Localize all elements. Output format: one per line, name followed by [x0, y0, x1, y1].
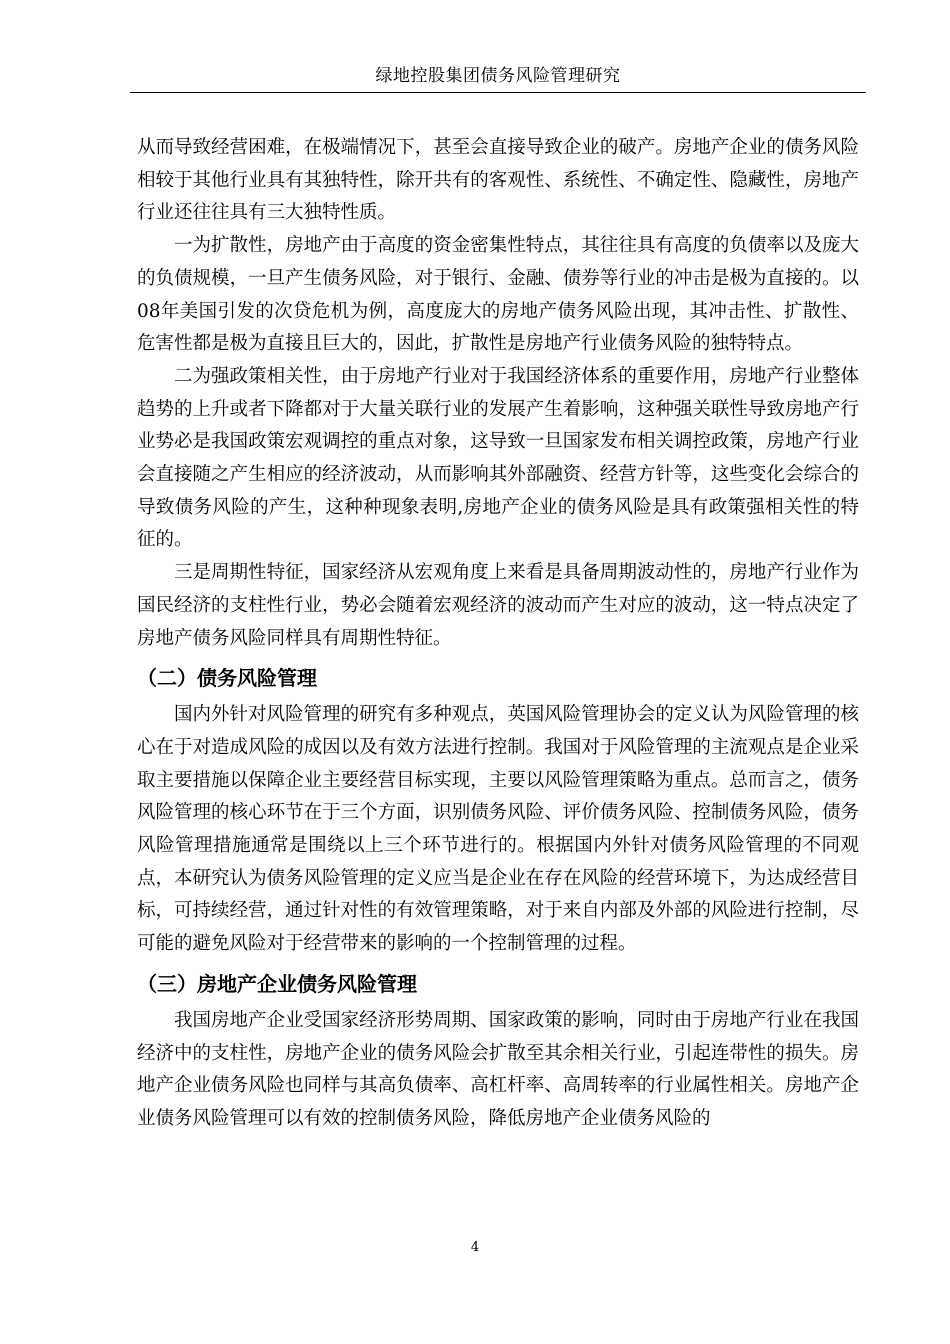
page-body — [137, 132, 859, 1136]
header-divider — [130, 92, 866, 93]
paragraph-continuation: 从而导致经营困难，在极端情况下，甚至会直接导致企业的破产。房地产企业的债务风险相较于其他行业具有其独特性，除开共有的客观性、系统性、不确定性、隐藏性，房地产行业还往往具有三大独特性质。 — [137, 137, 859, 224]
section-heading-real-estate-debt-risk: （三）房地产企业债务风险管理 — [137, 971, 417, 996]
paragraph-risk-management-definition: 国内外针对风险管理的研究有多种观点，英国风险管理协会的定义认为风险管理的核心在于对造成风险的成因以及有效方法进行控制。我国对于风险管理的主流观点是企业采取主要措施以保障企业主要经营目标实现，主要以风险管理策略为重点。总而言之，债务风险管理的核心环节在于三个方面，识别债务风险、评价债务风险、控制债务风险，债务风险管理措施通常是围绕以上三个环节进行的。根据国内外针对债务风险管理的不同观点，本研究认为债务风险管理的定义应当是企业在存在风险的经营环境下，为达成经营目标，可持续经营，通过针对性的有效管理策略，对于来自内部及外部的风险进行控制，尽可能的避免风险对于经营带来的影响的一个控制管理的过程。 — [137, 704, 859, 955]
paragraph-diffusion: 一为扩散性，房地产由于高度的资金密集性特点，其往往具有高度的负债率以及庞大的负债规模，一旦产生债务风险，对于银行、金融、债券等行业的冲击是极为直接的。以08年美国引发的次贷危机为例，高度庞大的房地产债务风险出现，其冲击性、扩散性、危害性都是极为直接且巨大的，因此，扩散性是房地产行业债务风险的独特特点。 — [137, 235, 859, 355]
running-header-title: 绿地控股集团债务风险管理研究 — [375, 66, 621, 86]
section-heading-debt-risk-management: （二）债务风险管理 — [137, 666, 317, 691]
paragraph-policy-correlation: 二为强政策相关性，由于房地产行业对于我国经济体系的重要作用，房地产行业整体趋势的上升或者下降都对于大量关联行业的发展产生着影响，这种强关联性导致房地产行业势必是我国政策宏观调控的重点对象，这导致一旦国家发布相关调控政策，房地产行业会直接随之产生相应的经济波动，从而影响其外部融资、经营方针等，这些变化会综合的导致债务风险的产生，这种种现象表明,房地产企业的债务风险是具有政策强相关性的特征的。 — [137, 365, 859, 551]
paragraph-real-estate-debt-risk: 我国房地产企业受国家经济形势周期、国家政策的影响，同时由于房地产行业在我国经济中的支柱性，房地产企业的债务风险会扩散至其余相关行业，引起连带性的损失。房地产企业债务风险也同样与其高负债率、高杠杆率、高周转率的行业属性相关。房地产企业债务风险管理可以有效的控制债务风险，降低房地产企业债务风险的 — [137, 1009, 859, 1129]
paragraph-cyclicality: 三是周期性特征，国家经济从宏观角度上来看是具备周期波动性的，房地产行业作为国民经济的支柱性行业，势必会随着宏观经济的波动而产生对应的波动，这一特点决定了房地产债务风险同样具有周期性特征。 — [137, 562, 859, 649]
page-number: 4 — [470, 1240, 480, 1255]
